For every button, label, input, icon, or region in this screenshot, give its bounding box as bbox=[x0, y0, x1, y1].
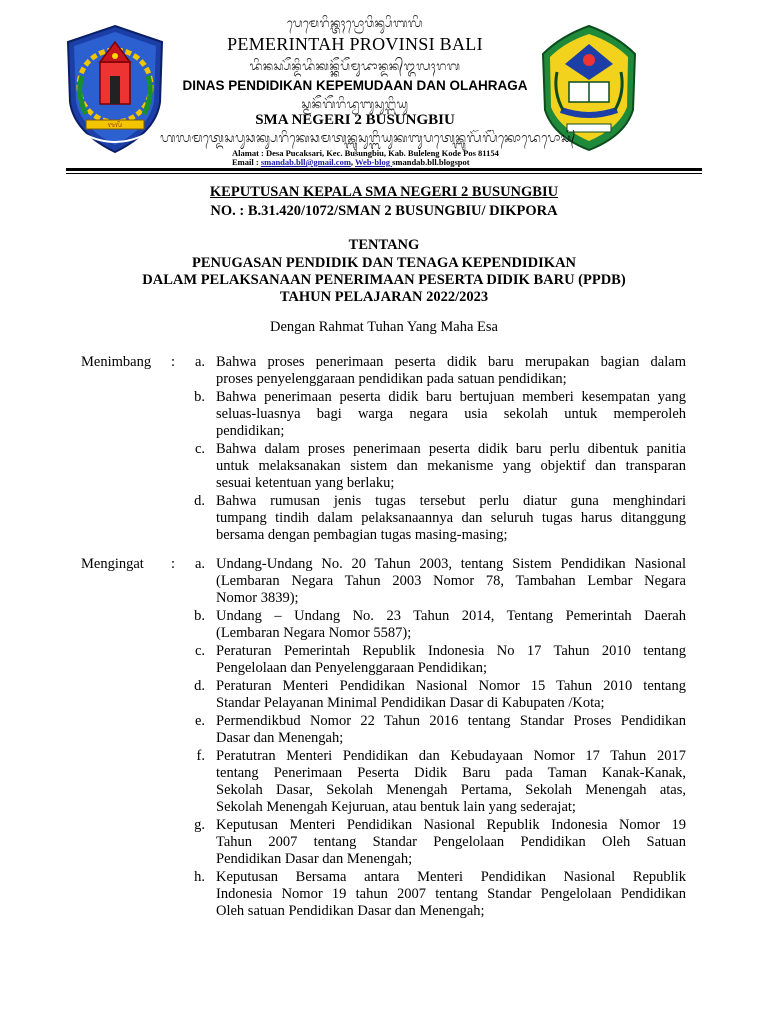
government-name: PEMERINTAH PROVINSI BALI bbox=[227, 34, 483, 54]
menimbang-item-line: tumpang tindih dalam pelaksanaannya dan seluruh tugas harus ditanggung bbox=[216, 510, 686, 526]
menimbang-label: Menimbang bbox=[81, 354, 152, 370]
mengingat-item-line: Undang – Undang No. 23 Tahun 2014, Tentang Pemerintah Daerah bbox=[216, 608, 686, 624]
menimbang-item-letter: d. bbox=[194, 493, 205, 509]
mengingat-item-letter: a. bbox=[194, 556, 205, 572]
balinese-script-line-4: ᬳᬮᬫᬢ᭄ᬤᬾᬲᬧᬸᬘᬓ᭄ᬲᬭᬶᬓᬾᬘᬫᬢᬦ᭄ᬩᬸᬲᬸᬗ᭄ᬩᬶᬬᬸᬓᬩᬸᬧᬢᬾᬦ᭄ᬩᬸᬮᭂᬮᭂᬂᬓᭀᬤᬾᬧᭀᬲ᭄ bbox=[160, 130, 576, 145]
mengingat-item-letter: c. bbox=[194, 643, 205, 659]
menimbang-item bbox=[216, 354, 686, 388]
mengingat-item bbox=[216, 817, 686, 868]
menimbang-colon: : bbox=[171, 354, 176, 370]
menimbang-item bbox=[216, 493, 686, 544]
menimbang-item-line: Bahwa penerimaan peserta didik baru bertujuan memberi kesempatan yang bbox=[216, 389, 686, 405]
department-name: DINAS PENDIDIKAN KEPEMUDAAN DAN OLAHRAGA bbox=[182, 78, 528, 93]
mengingat-item-line: Dasar dan Menengah; bbox=[216, 730, 344, 746]
mengingat-item-line: Indonesia Nomor 19 tahun 2007 tentang Standar Pengelolaan Pendidikan bbox=[216, 886, 686, 902]
mengingat-item-line: Undang-Undang No. 20 Tahun 2003, tentang Sistem Pendidikan Nasional bbox=[216, 556, 686, 572]
mengingat-item-line: Keputusan Bersama antara Menteri Pendidikan Nasional Republik bbox=[216, 869, 686, 885]
menimbang-item-line: pendidikan; bbox=[216, 423, 285, 439]
mengingat-item-letter: f. bbox=[196, 748, 205, 764]
mengingat-item-letter: g. bbox=[194, 817, 205, 833]
mengingat-item bbox=[216, 748, 686, 816]
mengingat-item-letter: e. bbox=[194, 713, 205, 729]
decree-title: KEPUTUSAN KEPALA SMA NEGERI 2 BUSUNGBIU bbox=[209, 184, 559, 200]
menimbang-item-line: Bahwa rumusan jenis tugas tersebut perlu diatur guna menghindari bbox=[216, 493, 686, 509]
web-blog-label[interactable]: Web-blog bbox=[355, 157, 393, 167]
mengingat-item-line: (Lembaran Negara Nomor 5587); bbox=[216, 625, 412, 641]
email-label: Email : bbox=[232, 157, 261, 167]
mengingat-item-line: Sekolah Dasar, Sekolah Menengah Pertama, Sekolah Menengah atas, bbox=[216, 782, 686, 798]
mengingat-item bbox=[216, 678, 686, 712]
mengingat-item-line: Keputusan Menteri Pendidikan Nasional Republik Indonesia Nomor 19 bbox=[216, 817, 686, 833]
menimbang-item bbox=[216, 389, 686, 440]
mengingat-item bbox=[216, 869, 686, 920]
mengingat-item-line: Pengelolaan dan Penyelenggaraan Pendidikan; bbox=[216, 660, 487, 676]
mengingat-item-line: Permendikbud Nomor 22 Tahun 2016 tentang Standar Proses Pendidikan bbox=[216, 713, 686, 729]
email-link[interactable]: smandab.bll@gmail.com bbox=[260, 157, 351, 167]
opening-phrase: Dengan Rahmat Tuhan Yang Maha Esa bbox=[270, 319, 498, 335]
decree-subject-line-2: DALAM PELAKSANAAN PENERIMAAN PESERTA DIDIK BARU (PPDB) bbox=[142, 272, 626, 288]
menimbang-item-letter: a. bbox=[194, 354, 205, 370]
menimbang-item-line: sesuai ketentuan yang berlaku; bbox=[216, 475, 395, 491]
menimbang-item-line: Bahwa dalam proses penerimaan peserta didik baru perlu dibentuk panitia bbox=[216, 441, 686, 457]
menimbang-item-line: untuk melaksanakan sistem dan mekanisme yang objektif dan transparan bbox=[216, 458, 686, 474]
mengingat-item bbox=[216, 713, 686, 747]
mengingat-item-letter: h. bbox=[194, 869, 205, 885]
mengingat-item bbox=[216, 643, 686, 677]
mengingat-label: Mengingat bbox=[81, 556, 144, 572]
decree-subject-line-3: TAHUN PELAJARAN 2022/2023 bbox=[279, 289, 489, 305]
mengingat-item-letter: d. bbox=[194, 678, 205, 694]
mengingat-colon: : bbox=[171, 556, 176, 572]
menimbang-item-letter: b. bbox=[194, 389, 205, 405]
menimbang-item-line: Bahwa proses penerimaan peserta didik baru merupakan bagian dalam bbox=[216, 354, 686, 370]
letterhead-divider-thick bbox=[66, 168, 702, 171]
balinese-script-line-2: ᬤᬶᬦᬲ᭄ᬧᭂᬦ᭄ᬤᬶᬤᬶᬓᬦ᭄ᬓᭂᬧᭂᬫᬸᬤᬵᬦ᭄ᬤᬦ᭄ᬑᬮᬄᬭᬕ bbox=[249, 59, 461, 73]
contact-line: Email : smandab.bll@gmail.com, Web-blog smandab.bll.blogspot bbox=[232, 157, 470, 167]
menimbang-item-line: seluas-luasnya bagi warga negara usia sekolah untuk memperoleh bbox=[216, 406, 686, 422]
menimbang-item bbox=[216, 441, 686, 492]
mengingat-item-line: Tahun 2007 tentang Standar Pengelolaan Pendidikan Oleh Satuan bbox=[216, 834, 686, 850]
decree-tentang: TENTANG bbox=[348, 237, 420, 253]
letterhead-divider-thin bbox=[66, 173, 702, 174]
mengingat-item-letter: b. bbox=[194, 608, 205, 624]
mengingat-item-line: Pendidikan Dasar dan Menengah; bbox=[216, 851, 413, 867]
school-address: Alamat : Desa Pucaksari, Kec. Busungbiu, Kab. Buleleng Kode Pos 81154 bbox=[232, 148, 499, 158]
menimbang-item-line: bersama dengan pembagian tugas masing-masing; bbox=[216, 527, 508, 543]
mengingat-item-line: Peraturan Menteri Pendidikan Nasional Nomor 15 Tahun 2010 tentang bbox=[216, 678, 686, 694]
mengingat-item-line: (Lembaran Negara Tahun 2003 Nomor 78, Tambahan Lembar Negara bbox=[216, 573, 686, 589]
mengingat-item-line: tentang Penerimaan Peserta Didik Baru pada Taman Kanak-Kanak, bbox=[216, 765, 686, 781]
svg-text:ᬩᬮᬶ: ᬩᬮᬶ bbox=[107, 122, 123, 129]
mengingat-item-line: Sekolah Menengah Kejuruan, atau bentuk lain yang sederajat; bbox=[216, 799, 576, 815]
mengingat-item-line: Oleh satuan Pendidikan Dasar dan Menengah; bbox=[216, 903, 485, 919]
mengingat-item-line: Nomor 3839); bbox=[216, 590, 299, 606]
mengingat-item bbox=[216, 608, 686, 642]
web-blog-address: smandab.bll.blogspot bbox=[392, 157, 470, 167]
balinese-script-line-3: ᬲ᭄ᬫᬦᭂᬕᭂᬭᬶᬤ᭄ᬯᬩᬸᬲᬸᬗ᭄ᬩᬶᬬᬸ bbox=[301, 97, 409, 111]
mengingat-item-line: Peratutran Menteri Pendidikan dan Kebudayaan Nomor 17 Tahun 2017 bbox=[216, 748, 686, 764]
menimbang-item-letter: c. bbox=[194, 441, 205, 457]
decree-number: NO. : B.31.420/1072/SMAN 2 BUSUNGBIU/ DIKPORA bbox=[210, 203, 558, 219]
decree-subject-line-1: PENUGASAN PENDIDIK DAN TENAGA KEPENDIDIKAN bbox=[191, 255, 577, 271]
menimbang-item-line: proses penyelenggaraan pendidikan pada satuan pendidikan; bbox=[216, 371, 567, 387]
mengingat-item-line: Peraturan Pemerintah Republik Indonesia No 17 Tahun 2010 tentang bbox=[216, 643, 686, 659]
balinese-script-line-1: ᬧᬾᬫᬾᬭᬶᬦ᭄ᬢᬄᬧ᭄ᬭᭀᬯᬶᬦ᭄ᬲᬶᬩᬮᬶ bbox=[287, 16, 423, 30]
mengingat-item bbox=[216, 556, 686, 607]
mengingat-item-line: Standar Pelayanan Minimal Pendidikan Dasar di Kabupaten /Kota; bbox=[216, 695, 605, 711]
school-name: SMA NEGERI 2 BUSUNGBIU bbox=[255, 112, 455, 128]
